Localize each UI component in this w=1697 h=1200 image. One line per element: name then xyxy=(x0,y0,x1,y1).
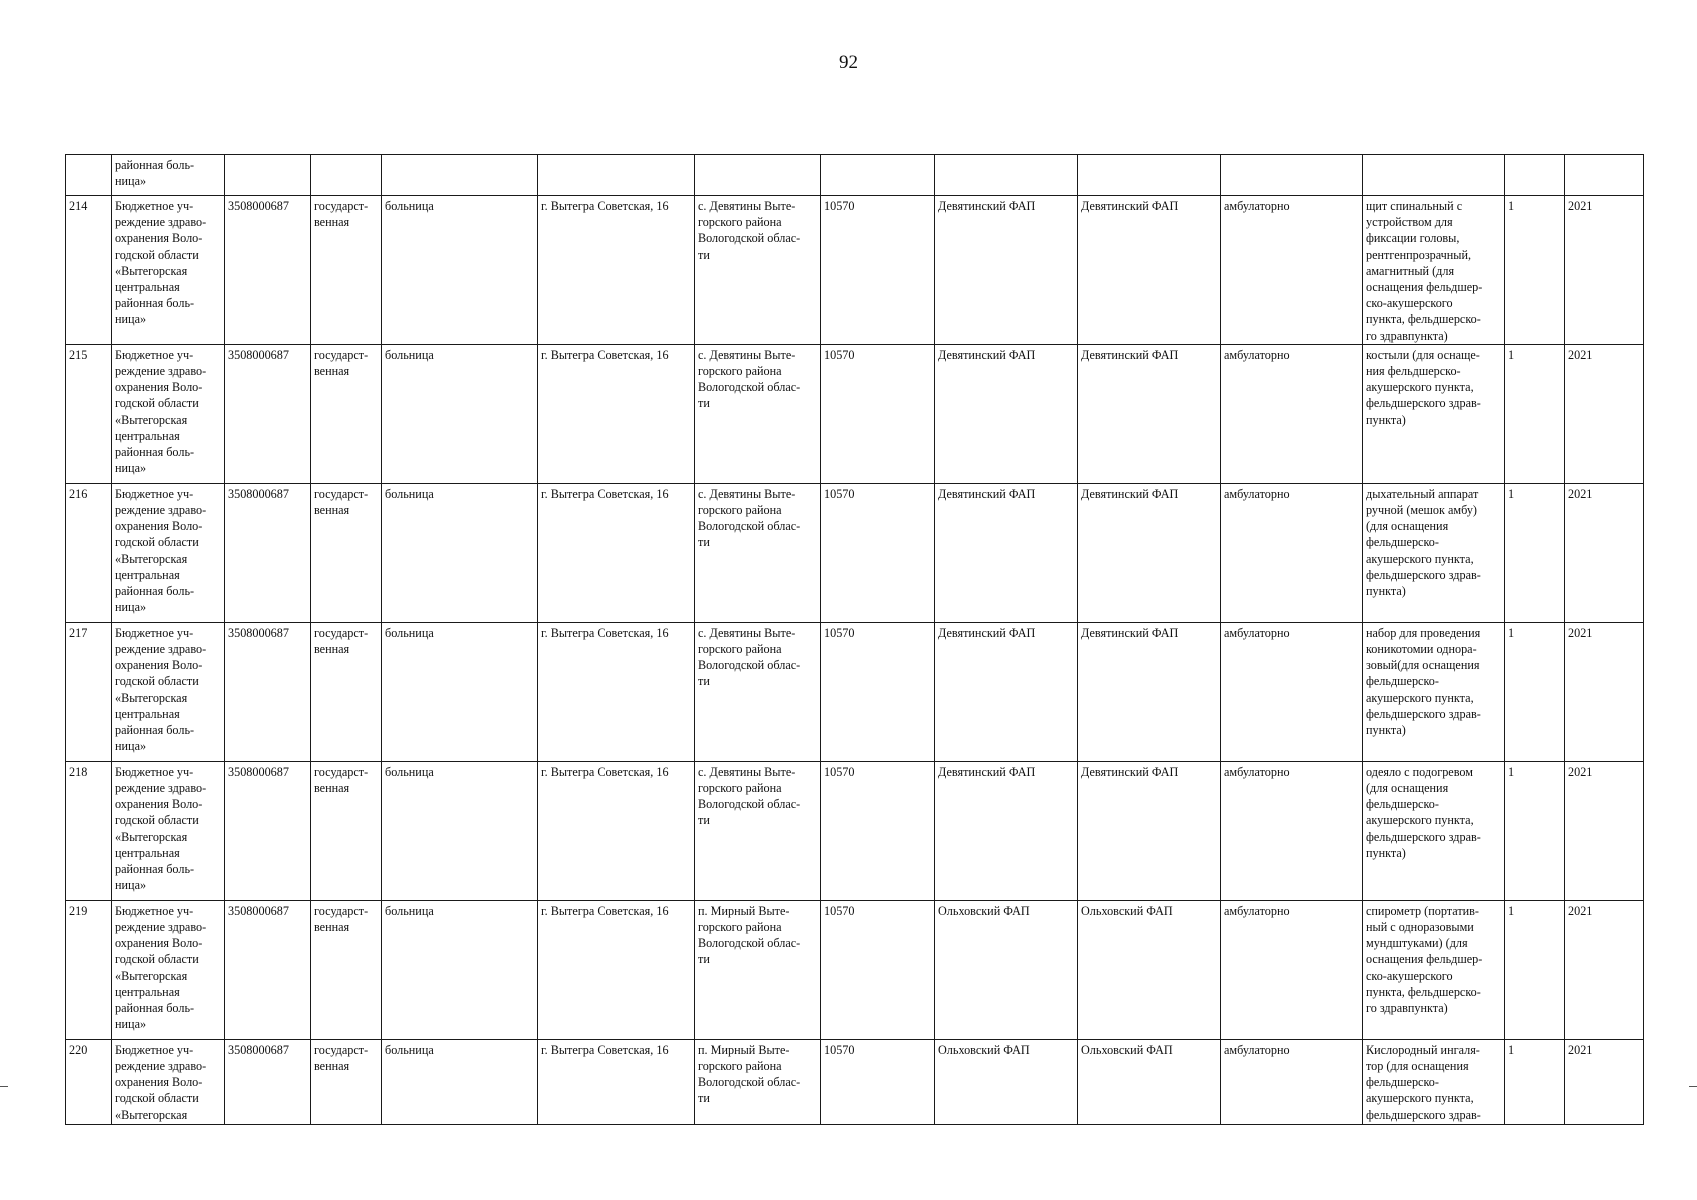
cell-ownership xyxy=(311,1039,382,1124)
unit1-value: Ольховский ФАП xyxy=(938,1042,1030,1057)
org-text: районная боль- ница» xyxy=(115,158,195,189)
table-row xyxy=(66,483,1644,622)
address-value: г. Вытегра Советская, 16 xyxy=(541,199,669,213)
cell-code xyxy=(821,155,935,196)
org-name: Бюджетное уч- реждение здраво- охранения Воло- годской области «Вытегорская центральная районная боль- ница» xyxy=(115,199,207,327)
ownership-value: государст- венная xyxy=(314,486,369,518)
cell-location xyxy=(695,155,821,196)
location-value: с. Девятины Выте- горского района Вологодской облас- ти xyxy=(698,199,801,262)
cell-type xyxy=(382,483,538,622)
ownership-value: государст- венная xyxy=(314,764,369,796)
cell-address xyxy=(538,155,695,196)
cell-inn xyxy=(225,344,311,483)
cell-num xyxy=(66,483,112,622)
year-value: 2021 xyxy=(1568,486,1593,501)
inn-value: 3508000687 xyxy=(228,347,289,362)
cell-care xyxy=(1221,1039,1363,1124)
cell-org xyxy=(112,483,225,622)
location-value: с. Девятины Выте- горского района Вологодской облас- ти xyxy=(698,625,801,689)
row-number: 214 xyxy=(69,199,88,213)
cell-year xyxy=(1565,761,1644,900)
unit1-value: Девятинский ФАП xyxy=(938,347,1036,362)
cell-code xyxy=(821,1039,935,1124)
cell-code xyxy=(821,344,935,483)
org-name: Бюджетное уч- реждение здраво- охранения Воло- годской области «Вытегорская центральная районная боль- ница» xyxy=(115,347,207,476)
org-name: Бюджетное уч- реждение здраво- охранения Воло- годской области «Вытегорская центральная районная боль- ница» xyxy=(115,625,207,754)
cell-address xyxy=(538,1039,695,1124)
cell-year xyxy=(1565,196,1644,345)
year-value: 2021 xyxy=(1568,347,1593,362)
facilities-table xyxy=(65,154,1644,1125)
cell-code xyxy=(821,900,935,1039)
cell-unit2 xyxy=(1078,483,1221,622)
org-name: Бюджетное уч- реждение здраво- охранения Воло- годской области «Вытегорская центральная районная боль- ница» xyxy=(115,903,207,1032)
care-value: амбулаторно xyxy=(1224,486,1290,501)
unit2-value: Ольховский ФАП xyxy=(1081,903,1173,918)
cell-location xyxy=(695,1039,821,1124)
cell-equipment xyxy=(1363,1039,1505,1124)
cell-inn xyxy=(225,155,311,196)
cell-ownership xyxy=(311,196,382,345)
cell-org xyxy=(112,622,225,761)
unit2-value: Девятинский ФАП xyxy=(1081,625,1179,640)
row-number: 219 xyxy=(69,903,88,918)
row-number: 220 xyxy=(69,1042,88,1057)
year-value: 2021 xyxy=(1568,1042,1593,1057)
cell-year xyxy=(1565,1039,1644,1124)
ownership-value: государст- венная xyxy=(314,1042,369,1074)
table-row xyxy=(66,344,1644,483)
cell-num xyxy=(66,900,112,1039)
cell-org xyxy=(112,196,225,345)
inn-value: 3508000687 xyxy=(228,764,289,779)
unit1-value: Девятинский ФАП xyxy=(938,199,1036,213)
cell-unit1 xyxy=(935,622,1078,761)
cell-code xyxy=(821,196,935,345)
cell-ownership xyxy=(311,155,382,196)
org-name: Бюджетное уч- реждение здраво- охранения Воло- годской области «Вытегорская центральная районная боль- ница» xyxy=(115,764,207,893)
cell-num xyxy=(66,622,112,761)
type-value: больница xyxy=(385,903,434,918)
row-number: 215 xyxy=(69,347,88,362)
qty-value: 1 xyxy=(1508,199,1515,213)
care-value: амбулаторно xyxy=(1224,625,1290,640)
equipment-value: спирометр (портатив- ный с одноразовыми мундштуками) (для оснащения фельдшер- ско-акушерского пункта, фельдшерско- го здравпункта) xyxy=(1366,903,1483,1016)
location-value: п. Мирный Выте- горского района Вологодской облас- ти xyxy=(698,903,801,967)
unit1-value: Девятинский ФАП xyxy=(938,764,1036,779)
cell-org xyxy=(112,1039,225,1124)
cell-unit2 xyxy=(1078,761,1221,900)
inn-value: 3508000687 xyxy=(228,625,289,640)
cell-care xyxy=(1221,622,1363,761)
cell-inn xyxy=(225,196,311,345)
address-value: г. Вытегра Советская, 16 xyxy=(541,764,669,779)
cell-unit2 xyxy=(1078,900,1221,1039)
cell-code xyxy=(821,622,935,761)
cell-unit2 xyxy=(1078,344,1221,483)
cell-qty xyxy=(1505,483,1565,622)
care-value: амбулаторно xyxy=(1224,764,1290,779)
ownership-value: государст- венная xyxy=(314,625,369,657)
unit1-value: Девятинский ФАП xyxy=(938,486,1036,501)
qty-value: 1 xyxy=(1508,764,1515,779)
equipment-value: дыхательный аппарат ручной (мешок амбу) (для оснащения фельдшерско- акушерского пункта, фельдшерского здрав- пункта) xyxy=(1366,486,1481,599)
cell-care xyxy=(1221,483,1363,622)
row-number: 216 xyxy=(69,486,88,501)
cell-inn xyxy=(225,761,311,900)
qty-value: 1 xyxy=(1508,625,1515,640)
cell-equipment xyxy=(1363,761,1505,900)
cell-care xyxy=(1221,761,1363,900)
cell-equipment xyxy=(1363,900,1505,1039)
cell-year xyxy=(1565,483,1644,622)
code-value: 10570 xyxy=(824,764,855,779)
cell-care xyxy=(1221,900,1363,1039)
cell-qty xyxy=(1505,761,1565,900)
unit2-value: Девятинский ФАП xyxy=(1081,486,1179,501)
cell-year xyxy=(1565,344,1644,483)
year-value: 2021 xyxy=(1568,764,1593,779)
org-name: Бюджетное уч- реждение здраво- охранения Воло- годской области «Вытегорская центральная районная боль- ница» xyxy=(115,486,207,615)
unit2-value: Ольховский ФАП xyxy=(1081,1042,1173,1057)
cell-address xyxy=(538,344,695,483)
cell-unit2 xyxy=(1078,622,1221,761)
cell-org xyxy=(112,155,225,196)
cell-type xyxy=(382,622,538,761)
cell-ownership xyxy=(311,344,382,483)
location-value: п. Мирный Выте- горского района Вологодской облас- ти xyxy=(698,1042,801,1106)
cell-ownership xyxy=(311,761,382,900)
unit1-value: Девятинский ФАП xyxy=(938,625,1036,640)
location-value: с. Девятины Выте- горского района Вологодской облас- ти xyxy=(698,347,801,411)
cell-unit2 xyxy=(1078,196,1221,345)
cell-inn xyxy=(225,900,311,1039)
cell-year xyxy=(1565,155,1644,196)
cell-org xyxy=(112,761,225,900)
qty-value: 1 xyxy=(1508,486,1515,501)
equipment-value: Кислородный ингаля- тор (для оснащения фельдшерско- акушерского пункта, фельдшерского здрав- xyxy=(1366,1042,1481,1122)
inn-value: 3508000687 xyxy=(228,199,289,213)
code-value: 10570 xyxy=(824,903,855,918)
cell-type xyxy=(382,155,538,196)
care-value: амбулаторно xyxy=(1224,347,1290,362)
cell-unit2 xyxy=(1078,155,1221,196)
row-number: 218 xyxy=(69,764,88,779)
location-value: с. Девятины Выте- горского района Вологодской облас- ти xyxy=(698,486,801,550)
cell-location xyxy=(695,622,821,761)
cell-unit1 xyxy=(935,196,1078,345)
cell-care xyxy=(1221,196,1363,345)
type-value: больница xyxy=(385,347,434,362)
address-value: г. Вытегра Советская, 16 xyxy=(541,903,669,918)
cell-location xyxy=(695,483,821,622)
cell-inn xyxy=(225,1039,311,1124)
cell-qty xyxy=(1505,622,1565,761)
cell-type xyxy=(382,196,538,345)
equipment-value: щит спинальный с устройством для фиксации головы, рентгенпрозрачный, амагнитный (для оснащения фельдшер- ско-акушерского пункта, фельдшерско- го здравпункта) xyxy=(1366,199,1483,343)
table-row xyxy=(66,761,1644,900)
cell-equipment xyxy=(1363,196,1505,345)
scan-edge-mark-right xyxy=(1689,1086,1697,1087)
cell-unit1 xyxy=(935,155,1078,196)
location-value: с. Девятины Выте- горского района Вологодской облас- ти xyxy=(698,764,801,828)
cell-location xyxy=(695,344,821,483)
cell-location xyxy=(695,196,821,345)
cell-qty xyxy=(1505,1039,1565,1124)
cell-type xyxy=(382,1039,538,1124)
address-value: г. Вытегра Советская, 16 xyxy=(541,1042,669,1057)
cell-location xyxy=(695,900,821,1039)
cell-num xyxy=(66,344,112,483)
cell-qty xyxy=(1505,196,1565,345)
table-row xyxy=(66,196,1644,345)
code-value: 10570 xyxy=(824,1042,855,1057)
cell-unit1 xyxy=(935,761,1078,900)
cell-address xyxy=(538,900,695,1039)
cell-address xyxy=(538,761,695,900)
cell-qty xyxy=(1505,155,1565,196)
cell-equipment xyxy=(1363,155,1505,196)
cell-year xyxy=(1565,622,1644,761)
cell-org xyxy=(112,344,225,483)
cell-inn xyxy=(225,483,311,622)
cell-qty xyxy=(1505,900,1565,1039)
table-row xyxy=(66,1039,1644,1124)
type-value: больница xyxy=(385,199,434,213)
inn-value: 3508000687 xyxy=(228,486,289,501)
ownership-value: государст- венная xyxy=(314,347,369,379)
cell-ownership xyxy=(311,622,382,761)
cell-code xyxy=(821,483,935,622)
cell-address xyxy=(538,622,695,761)
cell-num xyxy=(66,1039,112,1124)
cell-year xyxy=(1565,900,1644,1039)
address-value: г. Вытегра Советская, 16 xyxy=(541,625,669,640)
cell-care xyxy=(1221,344,1363,483)
cell-address xyxy=(538,196,695,345)
cell-qty xyxy=(1505,344,1565,483)
type-value: больница xyxy=(385,486,434,501)
equipment-value: одеяло с подогревом (для оснащения фельдшерско- акушерского пункта, фельдшерского здрав- пункта) xyxy=(1366,764,1481,860)
cell-num xyxy=(66,155,112,196)
year-value: 2021 xyxy=(1568,199,1593,213)
table-row xyxy=(66,622,1644,761)
type-value: больница xyxy=(385,1042,434,1057)
page-number: 92 xyxy=(839,52,858,73)
cell-type xyxy=(382,761,538,900)
table-row xyxy=(66,900,1644,1039)
ownership-value: государст- венная xyxy=(314,199,369,230)
cell-location xyxy=(695,761,821,900)
cell-ownership xyxy=(311,483,382,622)
row-number: 217 xyxy=(69,625,88,640)
qty-value: 1 xyxy=(1508,347,1515,362)
cell-equipment xyxy=(1363,483,1505,622)
unit2-value: Девятинский ФАП xyxy=(1081,199,1179,213)
cell-org xyxy=(112,900,225,1039)
qty-value: 1 xyxy=(1508,903,1515,918)
type-value: больница xyxy=(385,764,434,779)
cell-num xyxy=(66,761,112,900)
address-value: г. Вытегра Советская, 16 xyxy=(541,486,669,501)
cell-type xyxy=(382,344,538,483)
code-value: 10570 xyxy=(824,199,855,213)
qty-value: 1 xyxy=(1508,1042,1515,1057)
type-value: больница xyxy=(385,625,434,640)
unit2-value: Девятинский ФАП xyxy=(1081,347,1179,362)
code-value: 10570 xyxy=(824,625,855,640)
cell-care xyxy=(1221,155,1363,196)
care-value: амбулаторно xyxy=(1224,1042,1290,1057)
cell-unit1 xyxy=(935,900,1078,1039)
cell-unit1 xyxy=(935,1039,1078,1124)
unit2-value: Девятинский ФАП xyxy=(1081,764,1179,779)
cell-equipment xyxy=(1363,344,1505,483)
equipment-value: набор для проведения коникотомии однора- зовый(для оснащения фельдшерско- акушерского пункта, фельдшерского здрав- пункта) xyxy=(1366,625,1481,738)
scan-edge-mark-left xyxy=(0,1086,8,1087)
cell-ownership xyxy=(311,900,382,1039)
year-value: 2021 xyxy=(1568,903,1593,918)
org-name: Бюджетное уч- реждение здраво- охранения Воло- годской области «Вытегорская xyxy=(115,1042,207,1122)
care-value: амбулаторно xyxy=(1224,903,1290,918)
year-value: 2021 xyxy=(1568,625,1593,640)
cell-num xyxy=(66,196,112,345)
ownership-value: государст- венная xyxy=(314,903,369,935)
care-value: амбулаторно xyxy=(1224,199,1290,213)
code-value: 10570 xyxy=(824,486,855,501)
equipment-value: костыли (для оснаще- ния фельдшерско- акушерского пункта, фельдшерского здрав- пункта) xyxy=(1366,347,1481,427)
cell-unit1 xyxy=(935,483,1078,622)
inn-value: 3508000687 xyxy=(228,1042,289,1057)
code-value: 10570 xyxy=(824,347,855,362)
table-row-continuation xyxy=(66,155,1644,196)
cell-inn xyxy=(225,622,311,761)
cell-unit1 xyxy=(935,344,1078,483)
cell-type xyxy=(382,900,538,1039)
unit1-value: Ольховский ФАП xyxy=(938,903,1030,918)
address-value: г. Вытегра Советская, 16 xyxy=(541,347,669,362)
inn-value: 3508000687 xyxy=(228,903,289,918)
cell-code xyxy=(821,761,935,900)
cell-unit2 xyxy=(1078,1039,1221,1124)
cell-address xyxy=(538,483,695,622)
cell-equipment xyxy=(1363,622,1505,761)
